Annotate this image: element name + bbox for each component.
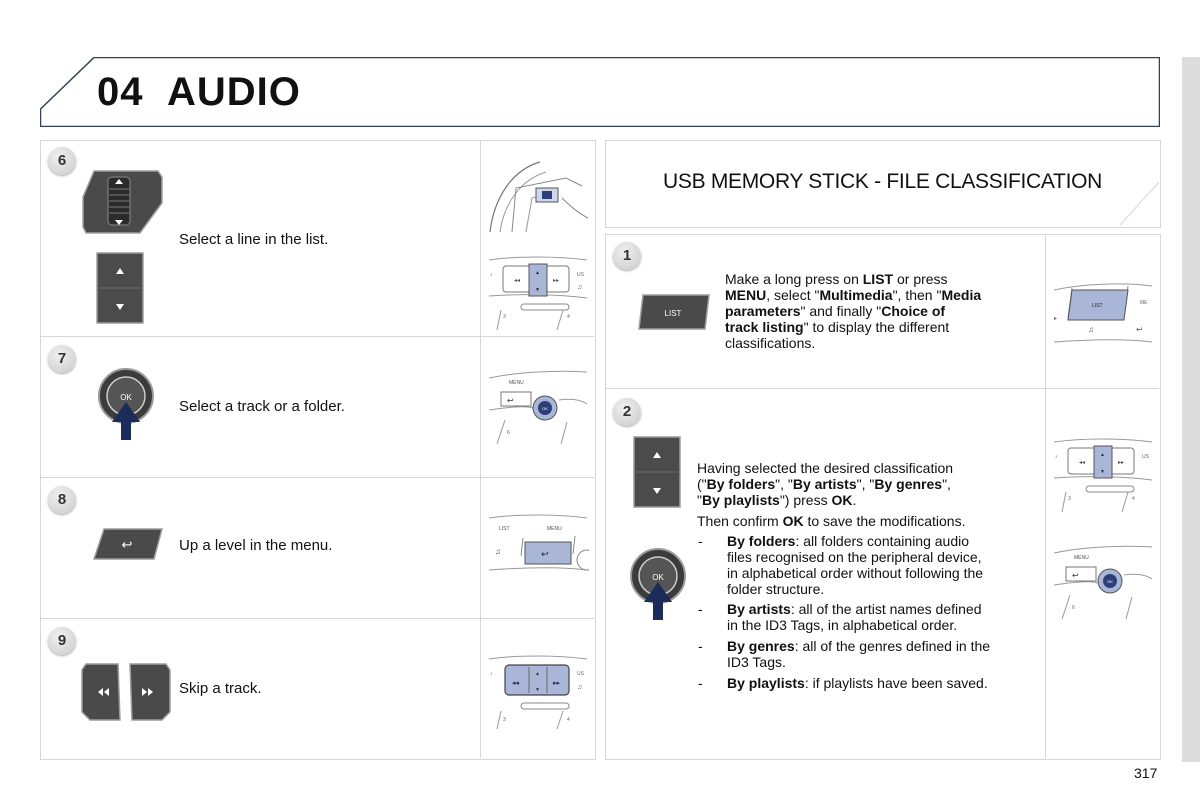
s2-text: to save the modifications. xyxy=(803,513,966,529)
s2-text: ", " xyxy=(775,476,793,492)
left-panel-column-divider xyxy=(480,141,481,758)
thumb-me-label: ME xyxy=(1140,300,1148,306)
s2-by-folders: By folders xyxy=(706,476,776,492)
s1-media: Media xyxy=(941,287,982,303)
bullet-by-folders xyxy=(697,533,1042,597)
svg-text:♫: ♫ xyxy=(1088,325,1094,334)
side-tab xyxy=(1182,57,1200,762)
radio-panel-thumbnail xyxy=(1052,438,1154,514)
thumb-list-label: LIST xyxy=(499,526,510,532)
chapter-number: 04 xyxy=(97,70,144,114)
list-menu-panel-thumbnail xyxy=(487,510,589,586)
thumb-menu-label-3: MENU xyxy=(1074,555,1089,561)
s2-text: Then confirm xyxy=(697,513,783,529)
svg-text:▸▸: ▸▸ xyxy=(553,680,561,687)
ok-knob-press-icon xyxy=(96,366,156,442)
thumb-4-label: 4 xyxy=(567,314,570,320)
bullet-by-playlists xyxy=(697,675,1042,691)
thumb-4-label-3: 4 xyxy=(1132,496,1135,502)
s1-text: , select " xyxy=(766,287,820,303)
thumb-us-label: US xyxy=(577,272,584,278)
s2-text: ", xyxy=(942,476,951,492)
title-panel-corner xyxy=(1120,182,1160,226)
step-7-text: Select a track or a folder. xyxy=(179,398,345,415)
s1-multimedia: Multimedia xyxy=(819,287,893,303)
bullet-text: files recognised on the peripheral device, xyxy=(727,549,982,565)
bullet-text: ID3 Tags. xyxy=(727,654,786,670)
svg-text:▼: ▼ xyxy=(535,687,540,693)
step-2-badge: 2 xyxy=(613,398,641,426)
bullet-text: : all folders containing audio xyxy=(795,533,970,549)
back-button-icon xyxy=(92,527,164,561)
s2-ok: OK xyxy=(831,492,853,508)
menu-ok-panel-thumbnail xyxy=(1052,545,1154,621)
svg-text:▲: ▲ xyxy=(535,671,540,677)
ok-knob-press-icon xyxy=(628,546,688,622)
bullet-dash: - xyxy=(698,601,703,617)
left-row-divider xyxy=(41,336,594,337)
list-panel-thumbnail xyxy=(1052,272,1154,348)
step-6-badge: 6 xyxy=(48,147,76,175)
bullet-text: in the ID3 Tags, in alphabetical order. xyxy=(727,617,958,633)
svg-text:◂◂: ◂◂ xyxy=(1079,460,1086,466)
svg-text:♫: ♫ xyxy=(577,284,583,291)
svg-text:↩: ↩ xyxy=(507,396,514,405)
thumb-3-label-3: 3 xyxy=(1068,496,1071,502)
s1-menu: MENU xyxy=(725,287,767,303)
svg-text:▸: ▸ xyxy=(1054,316,1058,322)
svg-text:♫: ♫ xyxy=(495,547,501,556)
s2-text: . xyxy=(852,492,857,508)
bullet-dash: - xyxy=(698,638,703,654)
left-row-divider xyxy=(41,477,594,478)
bullet-text: : all of the artist names defined xyxy=(790,601,982,617)
s1-text: " to display the different xyxy=(803,319,950,335)
scroll-wheel-control-icon xyxy=(82,167,164,235)
step-8-badge: 8 xyxy=(48,486,76,514)
svg-text:♪: ♪ xyxy=(490,671,493,677)
s2-by-playlists: By playlists xyxy=(701,492,780,508)
step-7-badge: 7 xyxy=(48,345,76,373)
step-9-badge: 9 xyxy=(48,627,76,655)
bullet-dash: - xyxy=(698,675,703,691)
up-down-buttons-icon xyxy=(633,436,681,508)
svg-text:↩: ↩ xyxy=(541,550,549,560)
s2-text: Having selected the desired classification xyxy=(697,460,954,476)
step-8-text: Up a level in the menu. xyxy=(179,537,333,554)
usb-classification-title: USB MEMORY STICK - FILE CLASSIFICATION xyxy=(663,170,1103,193)
svg-text:▸▸: ▸▸ xyxy=(1118,460,1125,466)
thumb-list-label-2: LIST xyxy=(1092,303,1103,309)
s2-by-genres: By genres xyxy=(874,476,943,492)
step-6-text: Select a line in the list. xyxy=(179,231,329,248)
bullet-by-genres xyxy=(697,638,1042,670)
bullet-bold: By artists xyxy=(727,601,791,617)
skip-track-buttons-icon xyxy=(80,662,172,722)
s1-track-listing: track listing xyxy=(725,319,804,335)
bullet-dash: - xyxy=(698,533,703,549)
s1-text: ", then " xyxy=(892,287,942,303)
step-1-badge: 1 xyxy=(613,242,641,270)
svg-text:♪: ♪ xyxy=(490,272,493,278)
s1-text: classifications. xyxy=(725,335,816,351)
bullet-text: : all of the genres defined in the xyxy=(794,638,991,654)
list-button-label: LIST xyxy=(664,309,682,318)
s1-text: or press xyxy=(893,271,948,287)
thumb-us-label-2: US xyxy=(577,671,584,677)
chapter-title: AUDIO xyxy=(167,70,301,114)
bullet-text: : if playlists have been saved. xyxy=(804,675,988,691)
svg-text:◂◂: ◂◂ xyxy=(512,680,520,687)
s2-text: (" xyxy=(697,476,707,492)
bullet-by-artists xyxy=(697,601,1042,633)
menu-ok-panel-thumbnail xyxy=(487,370,589,446)
step-1-instructions xyxy=(725,271,1035,351)
thumb-ok-label-2: OK xyxy=(1107,579,1113,584)
s1-list: LIST xyxy=(862,271,894,287)
thumb-us-label-3: US xyxy=(1142,454,1149,460)
thumb-6-label-2: 6 xyxy=(1072,605,1075,611)
bullet-text: folder structure. xyxy=(727,581,825,597)
skip-panel-thumbnail xyxy=(487,655,589,731)
s1-choice-of: Choice of xyxy=(881,303,946,319)
right-row-divider xyxy=(606,388,1159,389)
thumb-3-label-2: 3 xyxy=(503,717,506,723)
ok-label: OK xyxy=(652,573,664,582)
up-down-buttons-icon xyxy=(96,252,144,324)
svg-text:♪: ♪ xyxy=(1055,454,1058,460)
svg-text:▼: ▼ xyxy=(1100,469,1105,475)
s2-ok: OK xyxy=(782,513,804,529)
bullet-text: in alphabetical order without following the xyxy=(727,565,984,581)
steering-wheel-thumbnail xyxy=(486,158,590,234)
svg-text:↩: ↩ xyxy=(121,538,133,553)
step-2-instructions xyxy=(697,460,1042,691)
s1-parameters: parameters xyxy=(725,303,801,319)
ok-label: OK xyxy=(120,393,132,402)
radio-panel-thumbnail xyxy=(487,256,589,332)
svg-text:▲: ▲ xyxy=(535,270,540,276)
thumb-4-label-2: 4 xyxy=(567,717,570,723)
thumb-menu-label: MENU xyxy=(509,380,524,386)
svg-text:↩: ↩ xyxy=(1072,571,1079,580)
left-row-divider xyxy=(41,618,594,619)
svg-text:▸▸: ▸▸ xyxy=(553,278,560,284)
s2-text: ", " xyxy=(856,476,875,492)
svg-text:◂◂: ◂◂ xyxy=(514,278,521,284)
page-number: 317 xyxy=(1134,765,1158,781)
svg-text:▼: ▼ xyxy=(535,287,540,293)
thumb-menu-label-2: MENU xyxy=(547,526,562,532)
s2-by-artists: By artists xyxy=(792,476,857,492)
s2-text: " xyxy=(697,492,702,508)
step-9-text: Skip a track. xyxy=(179,680,262,697)
list-button-icon xyxy=(637,293,711,331)
bullet-bold: By genres xyxy=(727,638,795,654)
svg-text:↩: ↩ xyxy=(1136,325,1143,334)
bullet-bold: By folders xyxy=(727,533,796,549)
svg-text:♫: ♫ xyxy=(577,684,583,691)
s1-text: Make a long press on xyxy=(725,271,863,287)
right-panel-column-divider xyxy=(1045,235,1046,758)
bullet-bold: By playlists xyxy=(727,675,805,691)
thumb-3-label: 3 xyxy=(503,314,506,320)
svg-text:▲: ▲ xyxy=(1100,452,1105,458)
s1-text: " and finally " xyxy=(800,303,882,319)
s2-text: ") press xyxy=(779,492,832,508)
thumb-6-label: 6 xyxy=(507,430,510,436)
thumb-ok-label: OK xyxy=(542,406,548,411)
